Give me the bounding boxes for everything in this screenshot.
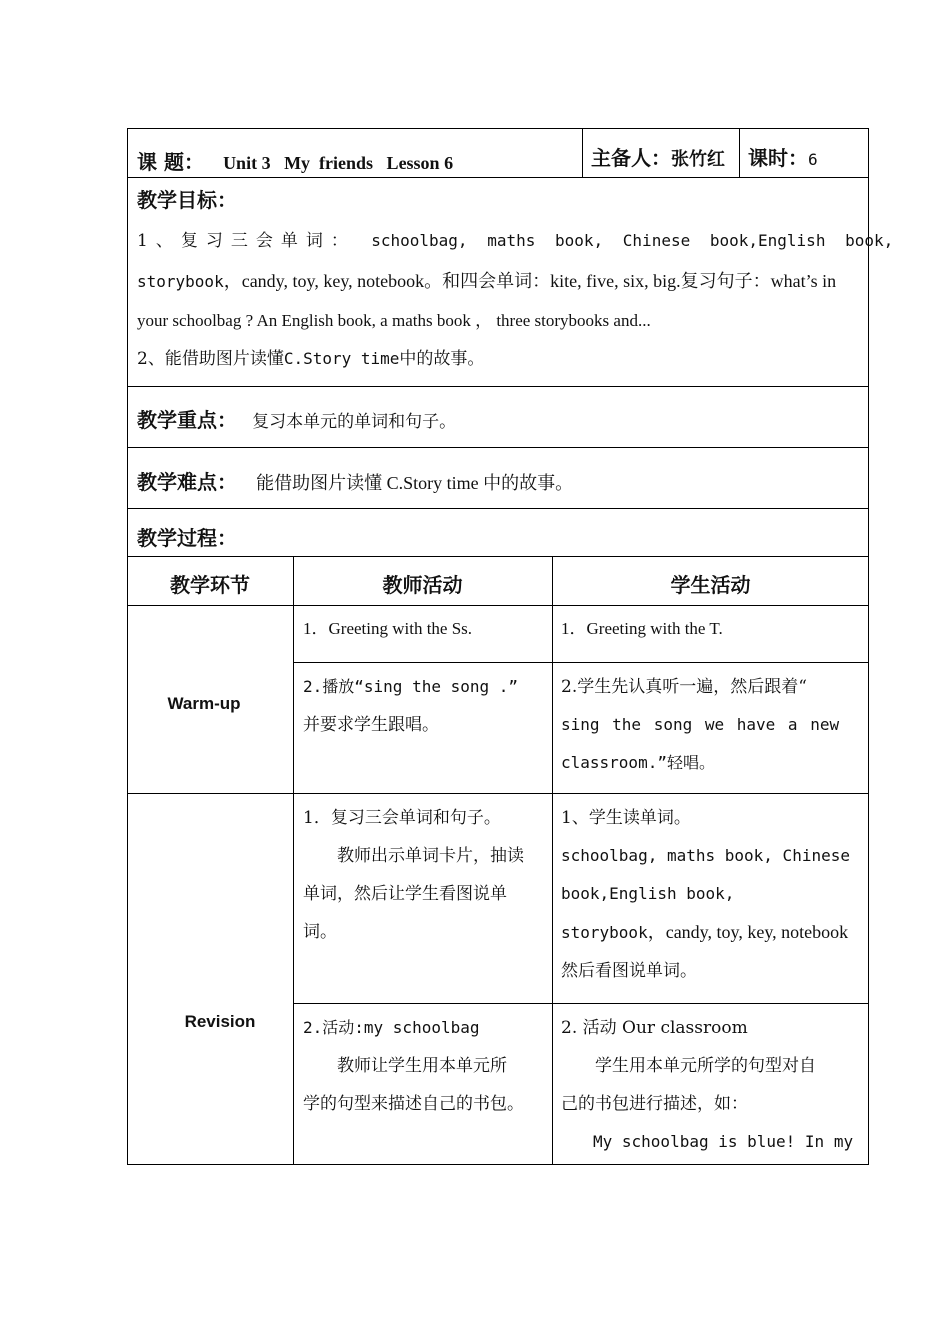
warmup-teacher-1: 1．Greeting with the Ss. bbox=[303, 619, 473, 638]
revision-student-2: 2. 活动 Our classroom 学生用本单元所学的句型对自 己的书包进行描述，如： My schoolbag is blue! In my bbox=[561, 1018, 854, 1151]
warmup-student-2: 2.学生先认真听一遍，然后跟着“ sing the song we have a new classroom.”轻唱。 bbox=[561, 677, 840, 772]
column-header-student: 学生活动 bbox=[670, 573, 751, 597]
revision-teacher-2: 2.活动:my schoolbag 教师让学生用本单元所 学的句型来描述自己的书包。 bbox=[303, 1018, 524, 1114]
column-header-teacher: 教师活动 bbox=[382, 573, 463, 597]
topic-label: 课 题： bbox=[137, 150, 204, 174]
key-points-text: 复习本单元的单词和句子。 bbox=[252, 412, 457, 432]
objective-1-words: schoolbag, maths book, Chinese book,English book, bbox=[371, 231, 894, 250]
key-points-label: 教学重点： bbox=[137, 408, 237, 432]
warmup-student-1: 1．Greeting with the T. bbox=[561, 619, 723, 638]
period-cell bbox=[748, 142, 818, 171]
period-label: 课时： bbox=[748, 146, 808, 170]
revision-teacher-1: 1．复习三会单词和句子。 教师出示单词卡片，抽读 单词，然后让学生看图说单 词。 bbox=[303, 808, 524, 942]
objective-1-line-3: your schoolbag ? An English book, a maths book ， three storybooks and... bbox=[137, 311, 651, 330]
difficulties-label: 教学难点： bbox=[137, 470, 237, 494]
preparer-label: 主备人： bbox=[591, 146, 671, 170]
topic-cell bbox=[137, 146, 453, 175]
stage-warmup: Warm-up bbox=[167, 694, 241, 713]
preparer-name: 张竹红 bbox=[671, 149, 725, 170]
preparer-cell bbox=[591, 142, 725, 171]
objective-1-line-1: 1、复习三会单词： schoolbag, maths book, Chinese book,English book, bbox=[137, 231, 894, 251]
topic-value: Unit 3 My friends Lesson 6 bbox=[223, 153, 454, 173]
objective-1-line-2: storybook，candy, toy, key, notebook。和四会单词：kite, five, six, big.复习句子：what’s in bbox=[137, 271, 837, 291]
column-header-stage: 教学环节 bbox=[170, 573, 250, 597]
warmup-teacher-2: 2.播放“sing the song .” 并要求学生跟唱。 bbox=[303, 677, 519, 735]
objective-2: 2、能借助图片读懂C.Story time中的故事。 bbox=[137, 349, 485, 369]
period-value: 6 bbox=[808, 150, 818, 169]
difficulties-text: 能借助图片读懂 C.Story time 中的故事。 bbox=[256, 473, 574, 493]
process-title: 教学过程： bbox=[137, 526, 237, 550]
stage-revision: Revision bbox=[184, 1012, 256, 1031]
revision-student-1: 1、学生读单词。 schoolbag, maths book, Chinese book,English book, storybook，candy, toy, key, notebook 然后看图说单词。 bbox=[561, 808, 850, 981]
objectives-title: 教学目标： bbox=[137, 188, 237, 212]
process-title-row bbox=[127, 508, 869, 557]
